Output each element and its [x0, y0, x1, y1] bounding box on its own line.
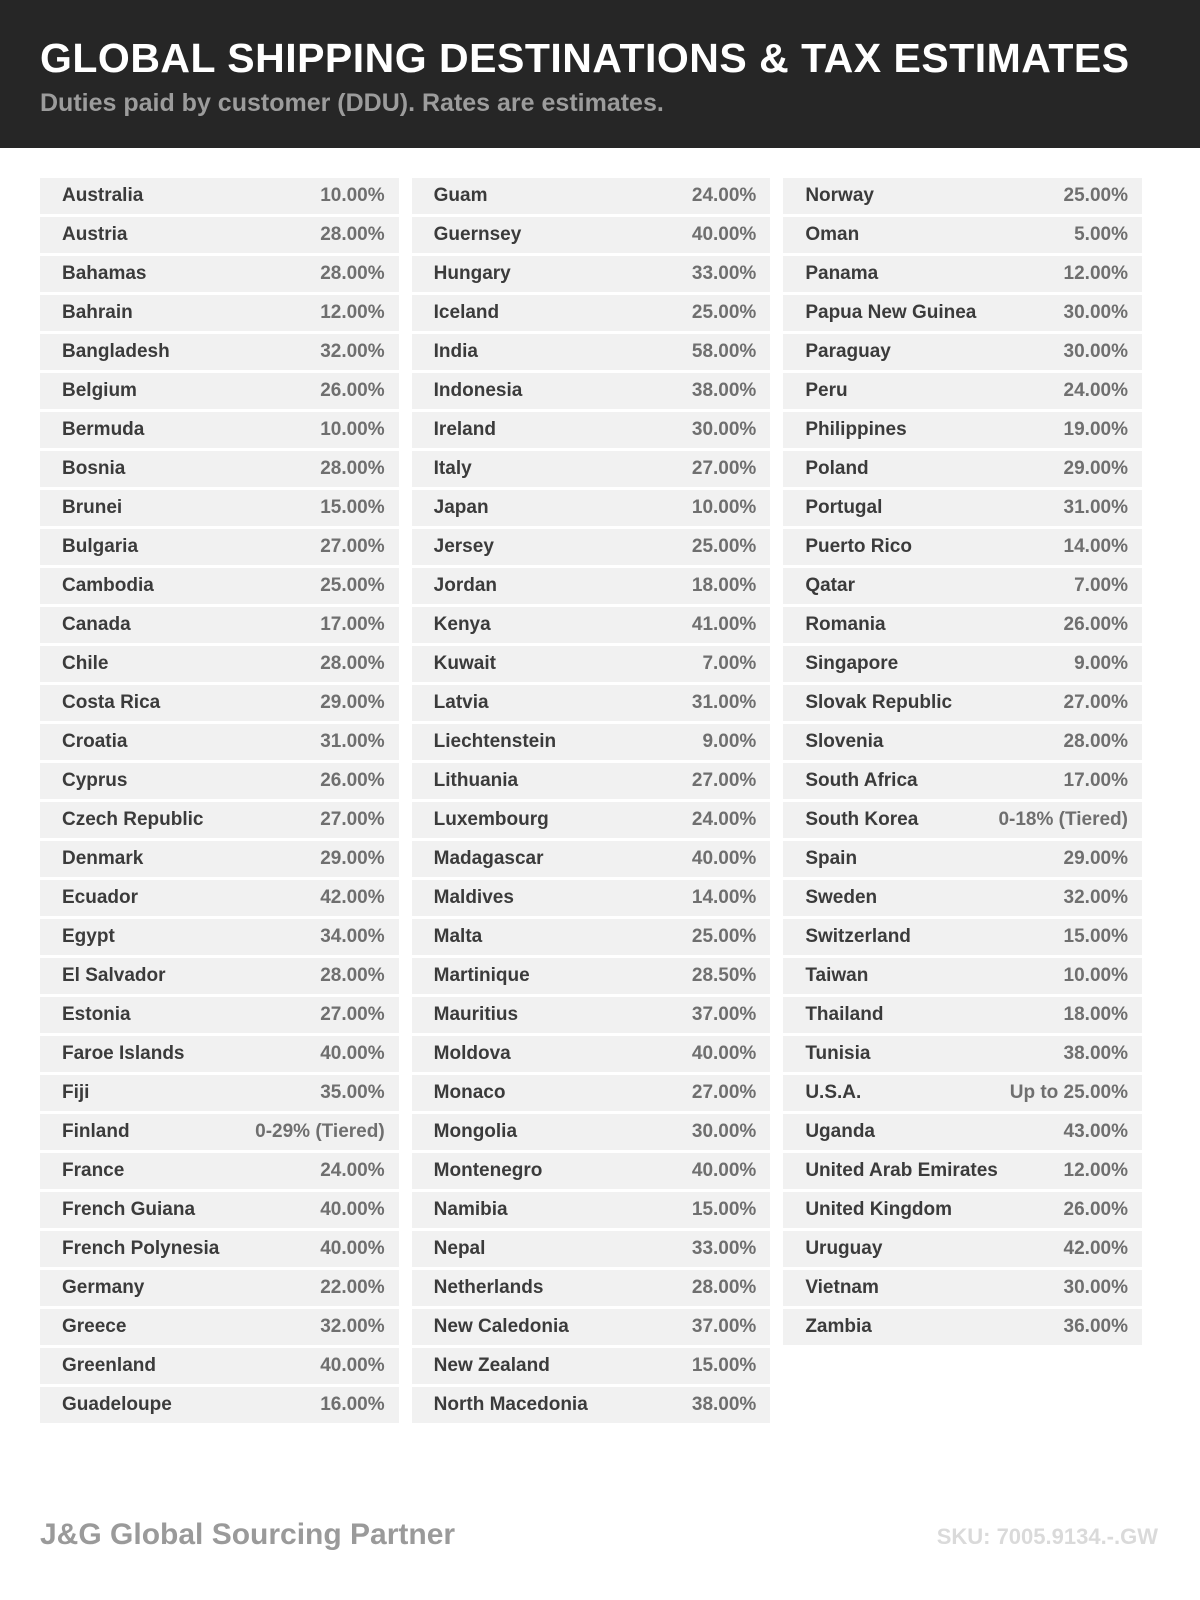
tax-rate: 0-29% (Tiered) [255, 1121, 385, 1142]
country-name: Kenya [433, 614, 491, 635]
country-name: Mauritius [433, 1004, 519, 1025]
tax-rate: 0-18% (Tiered) [998, 809, 1128, 830]
country-name: Cyprus [62, 770, 128, 791]
tax-rate: 25.00% [320, 575, 385, 596]
rates-table [0, 178, 1200, 1426]
country-name: Brunei [62, 497, 123, 518]
country-name: Taiwan [805, 965, 869, 986]
tax-rate: 40.00% [320, 1355, 385, 1376]
tax-rate: 30.00% [1063, 1277, 1128, 1298]
country-name: Zambia [805, 1316, 872, 1337]
country-name: South Africa [805, 770, 918, 791]
country-name: Panama [805, 263, 879, 284]
country-name: Switzerland [805, 926, 911, 947]
tax-rate: 40.00% [691, 848, 757, 869]
table-row [783, 997, 1142, 1033]
country-name: Lithuania [433, 770, 519, 791]
table-row [412, 295, 771, 331]
country-name: French Guiana [62, 1199, 196, 1220]
tax-rate: 15.00% [691, 1199, 757, 1220]
page-subtitle: Duties paid by customer (DDU). Rates are estimates. [40, 89, 664, 118]
country-name: Uruguay [805, 1238, 883, 1259]
table-row [783, 724, 1142, 760]
tax-rate: 32.00% [1063, 887, 1128, 908]
tax-rate: 31.00% [691, 692, 757, 713]
table-row [783, 1231, 1142, 1267]
tax-rate: 25.00% [1063, 185, 1128, 206]
table-row [783, 295, 1142, 331]
table-row [412, 1309, 771, 1345]
country-name: Bahamas [62, 263, 147, 284]
country-name: Australia [62, 185, 144, 206]
country-name: Nepal [433, 1238, 486, 1259]
table-row [40, 451, 399, 487]
table-row [783, 256, 1142, 292]
table-row [40, 217, 399, 253]
table-row [783, 529, 1142, 565]
table-row [412, 217, 771, 253]
tax-rate: 27.00% [320, 1004, 385, 1025]
table-row [412, 997, 771, 1033]
tax-rate: 15.00% [691, 1355, 757, 1376]
tax-rate: 28.00% [320, 458, 385, 479]
table-row [783, 568, 1142, 604]
tax-rate: 35.00% [320, 1082, 385, 1103]
tax-rate: 24.00% [1063, 380, 1128, 401]
country-name: Philippines [805, 419, 907, 440]
tax-rate: 24.00% [691, 809, 757, 830]
country-name: Latvia [433, 692, 489, 713]
tax-rate: 29.00% [320, 848, 385, 869]
tax-rate: 10.00% [691, 497, 757, 518]
tax-rate: 12.00% [1063, 1160, 1128, 1181]
country-name: Oman [805, 224, 860, 245]
page-title: GLOBAL SHIPPING DESTINATIONS & TAX ESTIMATES [40, 35, 1130, 81]
tax-rate: 40.00% [691, 224, 757, 245]
table-row [783, 1075, 1142, 1111]
table-row [40, 607, 399, 643]
table-row [412, 451, 771, 487]
table-row [783, 451, 1142, 487]
table-row [40, 1114, 399, 1150]
table-row [783, 685, 1142, 721]
tax-rate: 40.00% [320, 1238, 385, 1259]
table-row [412, 880, 771, 916]
tax-rate: 26.00% [1063, 1199, 1128, 1220]
table-row [40, 412, 399, 448]
table-row [40, 763, 399, 799]
tax-rate: Up to 25.00% [1009, 1082, 1128, 1103]
rates-column-3 [783, 178, 1142, 1348]
tax-rate: 12.00% [1063, 263, 1128, 284]
table-row [412, 1114, 771, 1150]
table-row [783, 958, 1142, 994]
tax-rate: 28.50% [691, 965, 757, 986]
country-name: Finland [62, 1121, 130, 1142]
country-name: Monaco [433, 1082, 506, 1103]
country-name: Romania [805, 614, 886, 635]
table-row [412, 1387, 771, 1423]
country-name: Moldova [433, 1043, 511, 1064]
tax-rate: 28.00% [320, 965, 385, 986]
table-row [412, 1153, 771, 1189]
country-name: Czech Republic [62, 809, 204, 830]
tax-rate: 10.00% [320, 185, 385, 206]
country-name: Indonesia [433, 380, 523, 401]
tax-rate: 5.00% [1074, 224, 1128, 245]
tax-rate: 19.00% [1063, 419, 1128, 440]
tax-rate: 14.00% [691, 887, 757, 908]
country-name: New Caledonia [433, 1316, 569, 1337]
tax-rate: 30.00% [1063, 302, 1128, 323]
table-row [40, 685, 399, 721]
tax-rate: 18.00% [691, 575, 757, 596]
country-name: Guadeloupe [62, 1394, 172, 1415]
table-row [783, 841, 1142, 877]
table-row [40, 1387, 399, 1423]
country-name: Japan [433, 497, 489, 518]
table-row [412, 685, 771, 721]
table-row [40, 334, 399, 370]
table-row [40, 1270, 399, 1306]
table-row [783, 178, 1142, 214]
tax-rate: 37.00% [691, 1004, 757, 1025]
table-row [40, 841, 399, 877]
country-name: Italy [433, 458, 472, 479]
rates-column-2 [412, 178, 771, 1426]
table-row [412, 1075, 771, 1111]
tax-rate: 31.00% [320, 731, 385, 752]
table-row [783, 763, 1142, 799]
tax-rate: 38.00% [691, 380, 757, 401]
rates-column-1 [40, 178, 399, 1426]
tax-rate: 27.00% [320, 809, 385, 830]
tax-rate: 29.00% [1063, 848, 1128, 869]
table-row [412, 412, 771, 448]
country-name: Belgium [62, 380, 137, 401]
country-name: United Kingdom [805, 1199, 953, 1220]
country-name: Madagascar [433, 848, 544, 869]
page-footer [40, 1518, 1158, 1552]
tax-rate: 28.00% [1063, 731, 1128, 752]
table-row [40, 490, 399, 526]
tax-rate: 28.00% [691, 1277, 757, 1298]
country-name: Kuwait [433, 653, 496, 674]
tax-rate: 34.00% [320, 926, 385, 947]
table-row [40, 646, 399, 682]
tax-rate: 14.00% [1063, 536, 1128, 557]
table-row [40, 373, 399, 409]
tax-rate: 27.00% [320, 536, 385, 557]
country-name: Cambodia [62, 575, 154, 596]
table-row [40, 1153, 399, 1189]
tax-rate: 32.00% [320, 1316, 385, 1337]
table-row [40, 919, 399, 955]
table-row [412, 490, 771, 526]
tax-rate: 42.00% [1063, 1238, 1128, 1259]
country-name: Sweden [805, 887, 878, 908]
country-name: Bahrain [62, 302, 133, 323]
country-name: Greenland [62, 1355, 156, 1376]
country-name: Puerto Rico [805, 536, 912, 557]
country-name: Namibia [433, 1199, 508, 1220]
country-name: Greece [62, 1316, 127, 1337]
table-row [783, 646, 1142, 682]
brand-name: J&G Global Sourcing Partner [40, 1518, 456, 1551]
country-name: Guernsey [433, 224, 522, 245]
country-name: Croatia [62, 731, 128, 752]
table-row [412, 841, 771, 877]
table-row [783, 1309, 1142, 1345]
country-name: Montenegro [433, 1160, 543, 1181]
table-row [783, 1192, 1142, 1228]
table-row [40, 529, 399, 565]
table-row [40, 1036, 399, 1072]
tax-rate: 15.00% [320, 497, 385, 518]
table-row [783, 1153, 1142, 1189]
country-name: French Polynesia [62, 1238, 220, 1259]
page-header [0, 0, 1200, 148]
country-name: Vietnam [805, 1277, 879, 1298]
country-name: Paraguay [805, 341, 891, 362]
country-name: Thailand [805, 1004, 884, 1025]
table-row [40, 295, 399, 331]
country-name: Slovak Republic [805, 692, 953, 713]
tax-rate: 7.00% [1074, 575, 1128, 596]
tax-rate: 26.00% [320, 770, 385, 791]
tax-rate: 28.00% [320, 263, 385, 284]
tax-rate: 17.00% [1063, 770, 1128, 791]
tax-rate: 40.00% [320, 1043, 385, 1064]
country-name: El Salvador [62, 965, 166, 986]
tax-rate: 30.00% [691, 419, 757, 440]
table-row [412, 724, 771, 760]
country-name: France [62, 1160, 125, 1181]
country-name: Luxembourg [433, 809, 549, 830]
tax-rate: 38.00% [691, 1394, 757, 1415]
tax-rate: 30.00% [1063, 341, 1128, 362]
country-name: Qatar [805, 575, 855, 596]
country-name: Papua New Guinea [805, 302, 977, 323]
country-name: Portugal [805, 497, 883, 518]
country-name: Peru [805, 380, 848, 401]
tax-rate: 24.00% [320, 1160, 385, 1181]
table-row [783, 334, 1142, 370]
table-row [783, 607, 1142, 643]
tax-rate: 12.00% [320, 302, 385, 323]
table-row [783, 919, 1142, 955]
table-row [783, 880, 1142, 916]
table-row [40, 1075, 399, 1111]
tax-rate: 31.00% [1063, 497, 1128, 518]
country-name: India [433, 341, 478, 362]
tax-rate: 36.00% [1063, 1316, 1128, 1337]
tax-rate: 25.00% [691, 302, 757, 323]
tax-rate: 27.00% [691, 770, 757, 791]
tax-rate: 26.00% [1063, 614, 1128, 635]
tax-rate: 28.00% [320, 224, 385, 245]
tax-rate: 9.00% [1074, 653, 1128, 674]
country-name: Canada [62, 614, 131, 635]
country-name: Germany [62, 1277, 145, 1298]
tax-rate: 27.00% [1063, 692, 1128, 713]
country-name: Maldives [433, 887, 514, 908]
country-name: Mongolia [433, 1121, 518, 1142]
tax-rate: 40.00% [320, 1199, 385, 1220]
country-name: Spain [805, 848, 858, 869]
tax-rate: 37.00% [691, 1316, 757, 1337]
country-name: Fiji [62, 1082, 90, 1103]
tax-rate: 33.00% [691, 263, 757, 284]
country-name: Iceland [433, 302, 500, 323]
country-name: New Zealand [433, 1355, 550, 1376]
table-row [783, 1270, 1142, 1306]
tax-rate: 32.00% [320, 341, 385, 362]
country-name: Malta [433, 926, 483, 947]
table-row [40, 802, 399, 838]
country-name: Chile [62, 653, 109, 674]
table-row [412, 763, 771, 799]
country-name: Egypt [62, 926, 115, 947]
table-row [412, 802, 771, 838]
country-name: Bulgaria [62, 536, 139, 557]
country-name: Singapore [805, 653, 899, 674]
country-name: Jordan [433, 575, 498, 596]
table-row [40, 1231, 399, 1267]
table-row [412, 958, 771, 994]
tax-rate: 58.00% [691, 341, 757, 362]
country-name: Uganda [805, 1121, 876, 1142]
table-row [412, 1231, 771, 1267]
country-name: Norway [805, 185, 874, 206]
country-name: Jersey [433, 536, 494, 557]
table-row [783, 490, 1142, 526]
tax-rate: 16.00% [320, 1394, 385, 1415]
country-name: Denmark [62, 848, 144, 869]
table-row [412, 1036, 771, 1072]
country-name: South Korea [805, 809, 919, 830]
table-row [783, 373, 1142, 409]
country-name: U.S.A. [805, 1082, 862, 1103]
table-row [40, 997, 399, 1033]
table-row [40, 1348, 399, 1384]
tax-rate: 27.00% [691, 458, 757, 479]
tax-rate: 38.00% [1063, 1043, 1128, 1064]
tax-rate: 10.00% [1063, 965, 1128, 986]
tax-rate: 24.00% [691, 185, 757, 206]
country-name: Bosnia [62, 458, 126, 479]
table-row [412, 178, 771, 214]
tax-rate: 40.00% [691, 1043, 757, 1064]
table-row [40, 568, 399, 604]
table-row [783, 1114, 1142, 1150]
tax-rate: 43.00% [1063, 1121, 1128, 1142]
table-row [412, 334, 771, 370]
table-row [40, 724, 399, 760]
table-row [783, 802, 1142, 838]
country-name: United Arab Emirates [805, 1160, 998, 1181]
tax-rate: 7.00% [702, 653, 757, 674]
country-name: Martinique [433, 965, 530, 986]
table-row [40, 178, 399, 214]
country-name: Hungary [433, 263, 511, 284]
table-row [412, 646, 771, 682]
country-name: Faroe Islands [62, 1043, 185, 1064]
country-name: Estonia [62, 1004, 131, 1025]
tax-rate: 18.00% [1063, 1004, 1128, 1025]
country-name: Poland [805, 458, 869, 479]
table-row [40, 1309, 399, 1345]
country-name: North Macedonia [433, 1394, 588, 1415]
table-row [412, 568, 771, 604]
tax-rate: 41.00% [691, 614, 757, 635]
country-name: Costa Rica [62, 692, 161, 713]
country-name: Netherlands [433, 1277, 544, 1298]
table-row [412, 1192, 771, 1228]
table-row [412, 529, 771, 565]
tax-rate: 40.00% [691, 1160, 757, 1181]
tax-rate: 22.00% [320, 1277, 385, 1298]
country-name: Liechtenstein [433, 731, 557, 752]
table-row [412, 1348, 771, 1384]
tax-rate: 25.00% [691, 926, 757, 947]
table-row [40, 256, 399, 292]
table-row [40, 1192, 399, 1228]
country-name: Ecuador [62, 887, 139, 908]
tax-rate: 17.00% [320, 614, 385, 635]
tax-rate: 27.00% [691, 1082, 757, 1103]
tax-rate: 30.00% [691, 1121, 757, 1142]
tax-rate: 25.00% [691, 536, 757, 557]
country-name: Ireland [433, 419, 496, 440]
table-row [783, 217, 1142, 253]
sku-label: SKU: 7005.9134.-.GW [936, 1524, 1158, 1549]
country-name: Slovenia [805, 731, 884, 752]
tax-rate: 33.00% [691, 1238, 757, 1259]
tax-rate: 10.00% [320, 419, 385, 440]
tax-rate: 29.00% [320, 692, 385, 713]
country-name: Tunisia [805, 1043, 871, 1064]
table-row [412, 256, 771, 292]
table-row [783, 1036, 1142, 1072]
tax-rate: 15.00% [1063, 926, 1128, 947]
country-name: Bangladesh [62, 341, 170, 362]
table-row [412, 919, 771, 955]
country-name: Bermuda [62, 419, 145, 440]
country-name: Guam [433, 185, 488, 206]
tax-rate: 9.00% [702, 731, 757, 752]
table-row [412, 1270, 771, 1306]
table-row [40, 958, 399, 994]
table-row [412, 607, 771, 643]
table-row [40, 880, 399, 916]
tax-rate: 28.00% [320, 653, 385, 674]
tax-rate: 26.00% [320, 380, 385, 401]
tax-rate: 42.00% [320, 887, 385, 908]
tax-rate: 29.00% [1063, 458, 1128, 479]
country-name: Austria [62, 224, 128, 245]
table-row [783, 412, 1142, 448]
table-row [412, 373, 771, 409]
